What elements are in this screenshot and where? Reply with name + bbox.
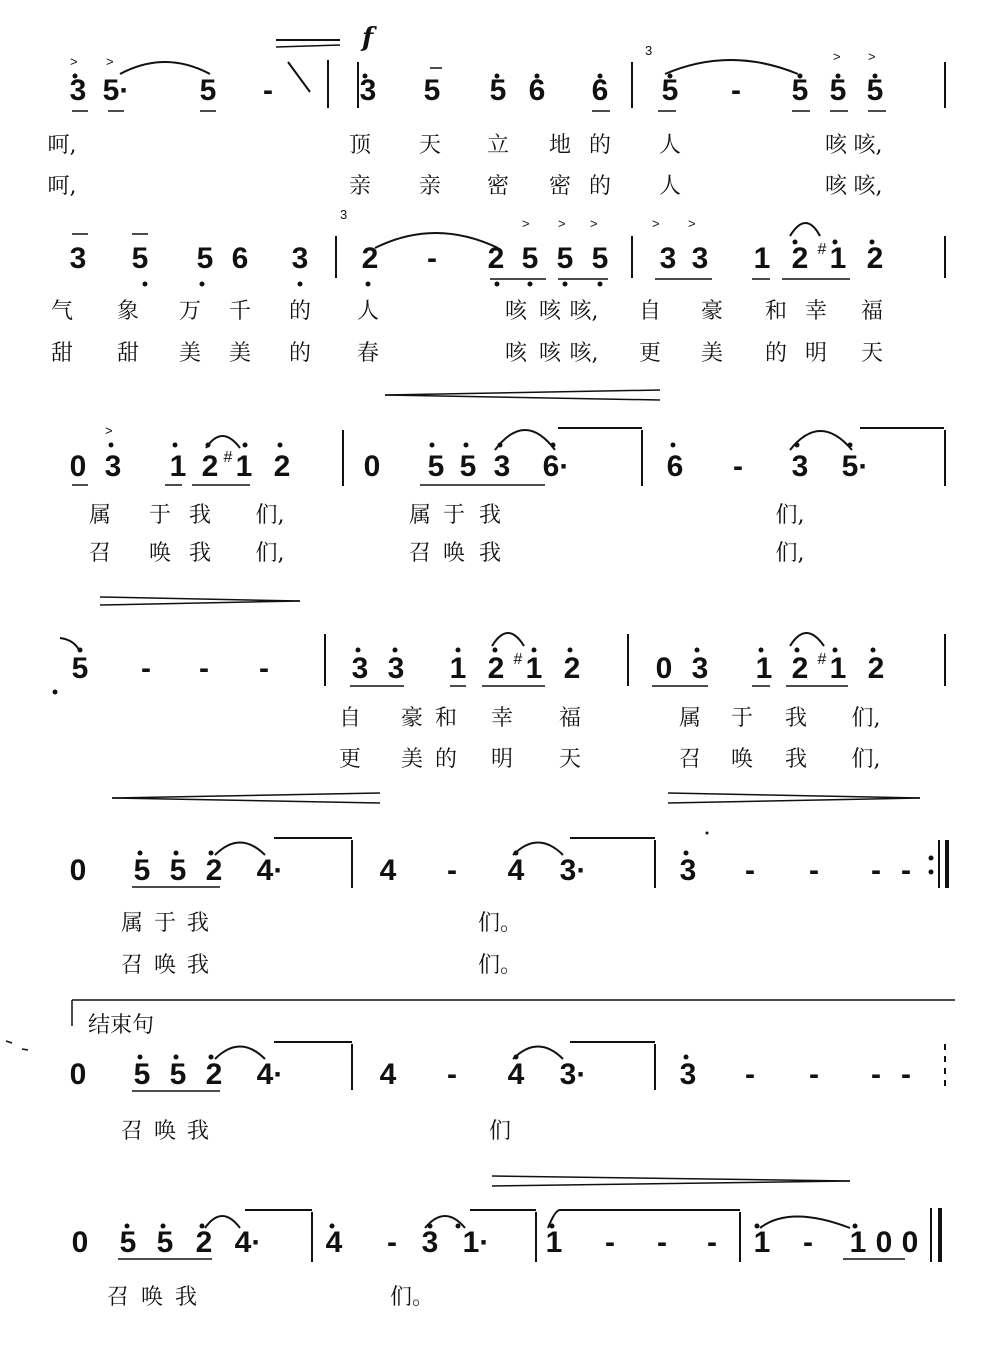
note: 6	[591, 74, 609, 107]
sharp-sign: #	[223, 449, 233, 466]
note: 3	[679, 1058, 697, 1091]
svg-text:>: >	[590, 216, 598, 231]
lyric-verse-2: 唤	[730, 747, 754, 772]
lyric-verse-1: 天	[418, 133, 442, 158]
lyric-verse-2: 更	[638, 341, 662, 366]
lyric-verse-1: 属	[88, 503, 112, 528]
svg-text:>: >	[833, 49, 841, 64]
note: 1	[525, 652, 543, 685]
dash-extension: -	[263, 74, 273, 107]
note: 1	[169, 450, 187, 483]
lyric-verse-1: 千	[228, 299, 252, 324]
lyric-verse-2: 召	[678, 747, 702, 772]
note: 1	[755, 652, 773, 685]
svg-text:>: >	[558, 216, 566, 231]
lyric-verse-2: 的	[588, 174, 612, 199]
note: 2	[563, 652, 581, 685]
note: 2	[487, 242, 505, 275]
note: 3	[659, 242, 677, 275]
lyric-verse-1: 幸	[804, 299, 828, 324]
note: 5	[459, 450, 477, 483]
lyric-verse-2: 天	[558, 747, 582, 772]
lyric-verse-2: 美	[178, 341, 202, 366]
svg-text:>: >	[522, 216, 530, 231]
lyric-verse-1: 我	[784, 706, 808, 731]
lyric-verse-2: 明	[490, 747, 514, 772]
lyric-verse-2: 我	[186, 953, 210, 978]
dash-extension: -	[387, 1226, 397, 1259]
note: 0	[901, 1226, 919, 1259]
lyric-verse-2: 召	[120, 953, 144, 978]
lyric-verse-1: 和	[434, 706, 458, 731]
lyric-verse-1: 于	[148, 503, 172, 528]
note: 3	[493, 450, 511, 483]
lyric-verse-2: 密	[548, 174, 572, 199]
dash-extension: -	[447, 1058, 457, 1091]
svg-text:>: >	[868, 49, 876, 64]
dash-extension: -	[901, 1058, 911, 1091]
dash-extension: -	[745, 854, 755, 887]
ending-label: 结束句	[88, 1013, 155, 1038]
dash-extension: -	[871, 854, 881, 887]
lyric-verse-2: 咳,	[569, 341, 599, 366]
note: 6·	[542, 450, 570, 483]
lyric-verse-2: 咳	[538, 341, 562, 366]
dash-extension: -	[141, 652, 151, 685]
lyric-verse-2: 天	[860, 341, 884, 366]
note: 0	[71, 1226, 89, 1259]
lyric-verse-1: 咳,	[569, 299, 599, 324]
svg-text:>: >	[106, 54, 114, 69]
lyric-verse-2: 咳	[824, 174, 848, 199]
lyric-verse-2: 美	[700, 341, 724, 366]
lyric-verse-1: 象	[116, 299, 140, 324]
lyric-verse-1: 人	[658, 133, 682, 158]
lyric-verse-2: 们。	[477, 953, 523, 978]
lyric-verse-2: 我	[188, 541, 212, 566]
note: 3·	[559, 854, 587, 887]
lyric-verse-2: 的	[288, 341, 312, 366]
note: 5	[199, 74, 217, 107]
dash-extension: -	[803, 1226, 813, 1259]
lyric-verse-1: 人	[356, 299, 380, 324]
lyric-verse-1: 地	[548, 133, 572, 158]
dash-extension: -	[809, 1058, 819, 1091]
note: 2	[791, 652, 809, 685]
note: 2	[205, 1058, 223, 1091]
note: 0	[655, 652, 673, 685]
lyric-verse-2: 甜	[116, 341, 140, 366]
note: 2	[866, 242, 884, 275]
note: 3	[387, 652, 405, 685]
lyric-verse-1: 豪	[400, 706, 424, 731]
lyric-verse-1: 属	[120, 911, 144, 936]
note: 0	[69, 1058, 87, 1091]
note: 5	[521, 242, 539, 275]
lyric-verse-1: 于	[153, 911, 177, 936]
lyric-verse-1: 召	[106, 1285, 130, 1310]
note: 5	[791, 74, 809, 107]
lyric-verse-2: 咳,	[853, 174, 883, 199]
note: 5	[196, 242, 214, 275]
note: 4	[379, 1058, 397, 1091]
lyric-verse-1: 万	[178, 299, 202, 324]
sharp-sign: #	[513, 651, 523, 668]
lyric-verse-1: 们,	[255, 503, 285, 528]
lyric-verse-1: 属	[408, 503, 432, 528]
note: 4·	[256, 1058, 284, 1091]
lyric-verse-1: 的	[588, 133, 612, 158]
note: 4	[507, 854, 525, 887]
lyric-verse-1: 于	[730, 706, 754, 731]
lyric-verse-1: 豪	[700, 299, 724, 324]
dash-extension: -	[733, 450, 743, 483]
lyric-verse-1: 我	[188, 503, 212, 528]
note: 5	[133, 1058, 151, 1091]
note: 5	[156, 1226, 174, 1259]
note: 2	[201, 450, 219, 483]
dash-extension: -	[901, 854, 911, 887]
dash-extension: -	[871, 1058, 881, 1091]
dash-extension: -	[809, 854, 819, 887]
note: 5	[661, 74, 679, 107]
lyric-verse-1: 属	[678, 706, 702, 731]
lyric-verse-1: 咳	[504, 299, 528, 324]
note: 1	[829, 242, 847, 275]
note: 2	[205, 854, 223, 887]
lyric-verse-1: 于	[442, 503, 466, 528]
note: 5	[71, 652, 89, 685]
svg-text:>: >	[652, 216, 660, 231]
lyric-verse-2: 我	[478, 541, 502, 566]
note: 5·	[102, 74, 130, 107]
lyric-verse-2: 唤	[148, 541, 172, 566]
lyric-verse-1: 的	[288, 299, 312, 324]
note: 3	[104, 450, 122, 483]
note: 2	[487, 652, 505, 685]
note: 3	[691, 242, 709, 275]
lyric-verse-1: 自	[638, 299, 662, 324]
lyric-verse-2: 更	[338, 747, 362, 772]
note: 4·	[234, 1226, 262, 1259]
note: 5	[119, 1226, 137, 1259]
note: 5	[489, 74, 507, 107]
lyric-verse-1: 们。	[389, 1285, 435, 1310]
lyric-verse-2: 的	[764, 341, 788, 366]
breath-mark-2: 3	[340, 207, 348, 222]
note: 3	[791, 450, 809, 483]
lyric-verse-1: 我	[186, 911, 210, 936]
sharp-sign: #	[817, 241, 827, 258]
note: 5	[133, 854, 151, 887]
svg-text:>: >	[70, 54, 78, 69]
dash-extension: -	[657, 1226, 667, 1259]
lyric-verse-2: 召	[408, 541, 432, 566]
lyric-verse-1: 们,	[775, 503, 805, 528]
note: 6	[666, 450, 684, 483]
note: 4	[325, 1226, 343, 1259]
lyric-verse-1: 们。	[477, 911, 523, 936]
note: 3	[69, 74, 87, 107]
note: 4	[379, 854, 397, 887]
note: 3	[291, 242, 309, 275]
note: 3	[421, 1226, 439, 1259]
note: 4	[507, 1058, 525, 1091]
note: 1	[235, 450, 253, 483]
lyric-verse-2: 春	[356, 341, 380, 366]
lyric-verse-1: 气	[50, 299, 74, 324]
note: 5	[829, 74, 847, 107]
note: 5	[591, 242, 609, 275]
lyric-verse-2: 唤	[153, 953, 177, 978]
lyric-verse-2: 唤	[442, 541, 466, 566]
note: 2	[361, 242, 379, 275]
note: 3	[679, 854, 697, 887]
lyric-verse-1: 我	[478, 503, 502, 528]
lyric-verse-1: 们	[488, 1119, 512, 1144]
lyric-verse-1: 们,	[851, 706, 881, 731]
note: 5	[423, 74, 441, 107]
note: 2	[273, 450, 291, 483]
note: 3	[69, 242, 87, 275]
lyric-verse-2: 明	[804, 341, 828, 366]
lyric-verse-2: 的	[434, 747, 458, 772]
lyric-verse-2: 美	[400, 747, 424, 772]
note: 1	[849, 1226, 867, 1259]
lyric-verse-2: 密	[486, 174, 510, 199]
note: 5	[866, 74, 884, 107]
breath-mark-1: 3	[645, 43, 653, 58]
note: 3	[359, 74, 377, 107]
svg-text:>: >	[688, 216, 696, 231]
note: 1	[753, 1226, 771, 1259]
lyric-verse-1: 自	[338, 706, 362, 731]
dash-extension: -	[745, 1058, 755, 1091]
note: 5	[169, 1058, 187, 1091]
note: 2	[791, 242, 809, 275]
lyric-verse-2: 们,	[851, 747, 881, 772]
lyric-verse-1: 福	[860, 299, 884, 324]
dash-extension: -	[199, 652, 209, 685]
lyric-verse-1: 福	[558, 706, 582, 731]
note: 0	[875, 1226, 893, 1259]
note: 1·	[462, 1226, 490, 1259]
lyric-verse-1: 我	[174, 1285, 198, 1310]
lyric-verse-1: 立	[486, 133, 510, 158]
lyric-verse-1: 幸	[490, 706, 514, 731]
lyric-verse-1: 咳	[538, 299, 562, 324]
sharp-sign: #	[817, 651, 827, 668]
dash-extension: -	[447, 854, 457, 887]
lyric-verse-2: 们,	[255, 541, 285, 566]
dash-extension: -	[707, 1226, 717, 1259]
note: 5	[131, 242, 149, 275]
lyric-verse-1: 唤	[153, 1119, 177, 1144]
note: 3	[691, 652, 709, 685]
note: 1	[753, 242, 771, 275]
lyric-verse-1: 咳	[824, 133, 848, 158]
lyric-verse-2: 们,	[775, 541, 805, 566]
lyric-verse-2: 我	[784, 747, 808, 772]
lyric-verse-2: 呵,	[47, 174, 77, 199]
note: 5	[427, 450, 445, 483]
dash-extension: -	[605, 1226, 615, 1259]
note: 0	[69, 450, 87, 483]
note: 6	[231, 242, 249, 275]
note: 1	[829, 652, 847, 685]
dash-extension: -	[427, 242, 437, 275]
svg-text:>: >	[105, 423, 113, 438]
dynamic-marking: f	[362, 23, 374, 53]
lyric-verse-1: 我	[186, 1119, 210, 1144]
dash-extension: -	[259, 652, 269, 685]
note: 4·	[256, 854, 284, 887]
note: 2	[867, 652, 885, 685]
note: 0	[363, 450, 381, 483]
lyric-verse-2: 咳	[504, 341, 528, 366]
note: 2	[195, 1226, 213, 1259]
note: 3·	[559, 1058, 587, 1091]
lyric-verse-2: 亲	[348, 174, 372, 199]
lyric-verse-2: 美	[228, 341, 252, 366]
note: 5	[169, 854, 187, 887]
lyric-verse-2: 召	[88, 541, 112, 566]
lyric-verse-1: 咳,	[853, 133, 883, 158]
lyric-verse-1: 唤	[140, 1285, 164, 1310]
lyric-verse-1: 召	[120, 1119, 144, 1144]
lyric-verse-1: 和	[764, 299, 788, 324]
lyric-verse-2: 亲	[418, 174, 442, 199]
note: 5·	[841, 450, 869, 483]
note: 1	[545, 1226, 563, 1259]
note: 6	[528, 74, 546, 107]
lyric-verse-1: 顶	[348, 133, 372, 158]
dash-extension: -	[731, 74, 741, 107]
note: 5	[556, 242, 574, 275]
lyric-verse-2: 甜	[50, 341, 74, 366]
lyric-verse-1: 呵,	[47, 133, 77, 158]
note: 0	[69, 854, 87, 887]
lyric-verse-2: 人	[658, 174, 682, 199]
note: 3	[351, 652, 369, 685]
note: 1	[449, 652, 467, 685]
